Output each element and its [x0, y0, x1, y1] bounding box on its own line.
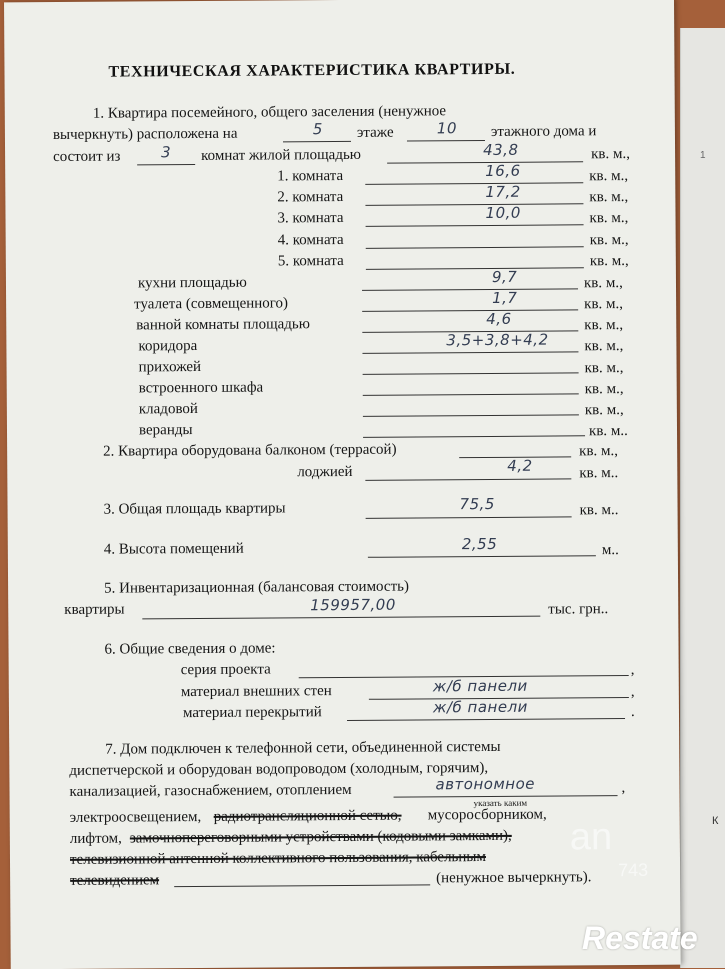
heating-value: автономное [435, 774, 536, 794]
watermark-faint-number: 743 [618, 859, 649, 881]
height-label: 4. Высота помещений [103, 540, 244, 558]
loggia-value: 4,2 [507, 456, 533, 475]
total-area-value: 75,5 [459, 494, 495, 514]
room2-value: 17,2 [485, 182, 521, 201]
s5-line1: 5. Инвентаризационная (балансовая стоимость) [104, 578, 410, 597]
s7-line4b-struck: радиотрансляционной сетью, [213, 807, 402, 825]
veranda-underline [363, 435, 585, 438]
s1-line3a: состоит из [53, 148, 121, 165]
walls-value: ж/б панели [432, 676, 528, 696]
total-area-unit: кв. м.. [579, 502, 619, 519]
height-underline [368, 555, 596, 558]
s1-line1: 1. Квартира посемейного, общего заселения (ненужное [92, 103, 447, 122]
room3-underline [366, 224, 584, 227]
room4-label: 4. комната [277, 231, 344, 249]
value-unit: тыс. грн.. [548, 601, 609, 618]
room1-underline [365, 182, 583, 185]
toilet-unit: кв. м., [584, 296, 624, 313]
kitchen-unit: кв. м., [583, 275, 623, 292]
walls-comma: , [630, 683, 635, 700]
document-page [4, 0, 681, 969]
balcony-unit: кв. м., [579, 443, 619, 460]
floors-dot: . [630, 703, 635, 720]
pantry-label: кладовой [138, 400, 198, 418]
bath-label: ванной комнаты площадью [136, 316, 311, 334]
toilet-value: 1,7 [492, 288, 518, 307]
room4-unit: кв. м., [589, 231, 629, 249]
s2-line1: 2. Квартира оборудована балконом (террасой) [103, 441, 397, 460]
floor-value: 5 [312, 120, 324, 139]
living-area-unit: кв. м., [591, 145, 631, 163]
s7-line7b: (ненужное вычеркнуть). [436, 869, 592, 887]
walls-label: материал внешних стен [180, 683, 332, 701]
s7-line1: 7. Дом подключен к телефонной сети, объединенной системы [105, 738, 501, 758]
closet-underline [363, 393, 579, 396]
living-area-value: 43,8 [482, 140, 519, 159]
room5-label: 5. комната [277, 252, 344, 270]
floors-total-underline [407, 140, 485, 142]
total-area-underline [366, 516, 572, 518]
kitchen-label: кухни площадью [137, 274, 247, 292]
room1-unit: кв. м., [589, 167, 629, 185]
bath-unit: кв. м., [584, 317, 624, 334]
page-edge-mark: 1 [700, 150, 706, 161]
height-unit: м.. [601, 542, 619, 559]
next-page-edge [680, 28, 725, 968]
floors-underline [347, 718, 625, 721]
tv-underline [174, 884, 430, 887]
closet-label: встроенного шкафа [138, 379, 264, 397]
pantry-underline [363, 414, 579, 417]
s7-line4c: мусоросборником, [427, 806, 547, 824]
rooms-value: 3 [160, 143, 172, 162]
rooms-underline [137, 164, 195, 165]
s7-line5b-struck: замочнопереговорными устройствами (кодовыми замками), [129, 827, 512, 847]
document-title: ТЕХНИЧЕСКАЯ ХАРАКТЕРИСТИКА КВАРТИРЫ. [108, 60, 516, 81]
s7-line6-struck: телевизионной антенной коллективного пользования, кабельным [69, 848, 487, 868]
hall-label: прихожей [138, 358, 202, 376]
s6-line1: 6. Общие сведения о доме: [104, 640, 276, 658]
room4-underline [366, 246, 584, 249]
s7-line3: канализацией, газоснабжением, отоплением [69, 781, 352, 800]
s1-line3b: комнат жилой площадью [201, 146, 362, 164]
s1-line2b: этаже [356, 124, 394, 141]
kitchen-underline [362, 288, 578, 291]
corridor-underline [362, 351, 578, 354]
floors-total-value: 10 [436, 119, 458, 138]
room1-value: 16,6 [485, 161, 521, 180]
watermark-faint: an [569, 816, 613, 859]
loggia-underline [365, 478, 571, 480]
loggia-unit: кв. м.. [579, 465, 619, 482]
floors-label: материал перекрытий [182, 704, 322, 722]
s5-line2: квартиры [64, 601, 125, 618]
page-edge-letter: К [712, 815, 719, 827]
room5-underline [366, 267, 584, 270]
inventory-value: 159957,00 [310, 595, 396, 615]
room2-label: 2. комната [277, 188, 344, 206]
room3-label: 3. комната [277, 209, 344, 227]
series-label: серия проекта [180, 661, 271, 679]
room2-underline [365, 203, 583, 206]
pantry-unit: кв. м., [584, 402, 624, 419]
toilet-label: туалета (совмещенного) [134, 295, 289, 313]
heating-comma: , [621, 780, 626, 797]
series-comma: , [630, 661, 635, 678]
room3-value: 10,0 [485, 203, 521, 222]
floor-underline [283, 141, 351, 142]
loggia-label: лоджией [297, 463, 353, 481]
bath-value: 4,6 [486, 309, 512, 328]
room2-unit: кв. м., [589, 188, 629, 206]
hall-underline [363, 372, 579, 375]
toilet-underline [362, 309, 578, 312]
total-area-label: 3. Общая площадь квартиры [103, 500, 286, 518]
height-value: 2,55 [461, 534, 498, 554]
s7-line7a-struck: телевидением [70, 872, 160, 889]
s7-line4a: электроосвещением, [69, 808, 202, 826]
restate-logo: Restate [582, 920, 698, 956]
kitchen-value: 9,7 [491, 267, 518, 286]
corridor-label: коридора [138, 337, 198, 355]
value-underline [142, 616, 540, 620]
corridor-unit: кв. м., [584, 338, 624, 355]
heating-hint: указать каким [473, 797, 528, 809]
room5-unit: кв. м., [589, 252, 629, 270]
floors-value: ж/б панели [432, 697, 528, 717]
veranda-unit: кв. м.. [588, 422, 628, 440]
veranda-label: веранды [138, 422, 193, 439]
closet-unit: кв. м., [584, 381, 624, 398]
corridor-value: 3,5+3,8+4,2 [446, 330, 549, 350]
room1-label: 1. комната [277, 167, 344, 185]
s7-line5a: лифтом, [69, 830, 122, 847]
s7-line2: диспетчерской и оборудован водопроводом (холодным, горячим), [69, 759, 489, 779]
room3-unit: кв. м., [589, 209, 629, 227]
hall-unit: кв. м., [584, 360, 624, 377]
s1-line2c: этажного дома и [490, 123, 597, 140]
s1-line2a: вычеркнуть) расположена на [52, 125, 238, 144]
